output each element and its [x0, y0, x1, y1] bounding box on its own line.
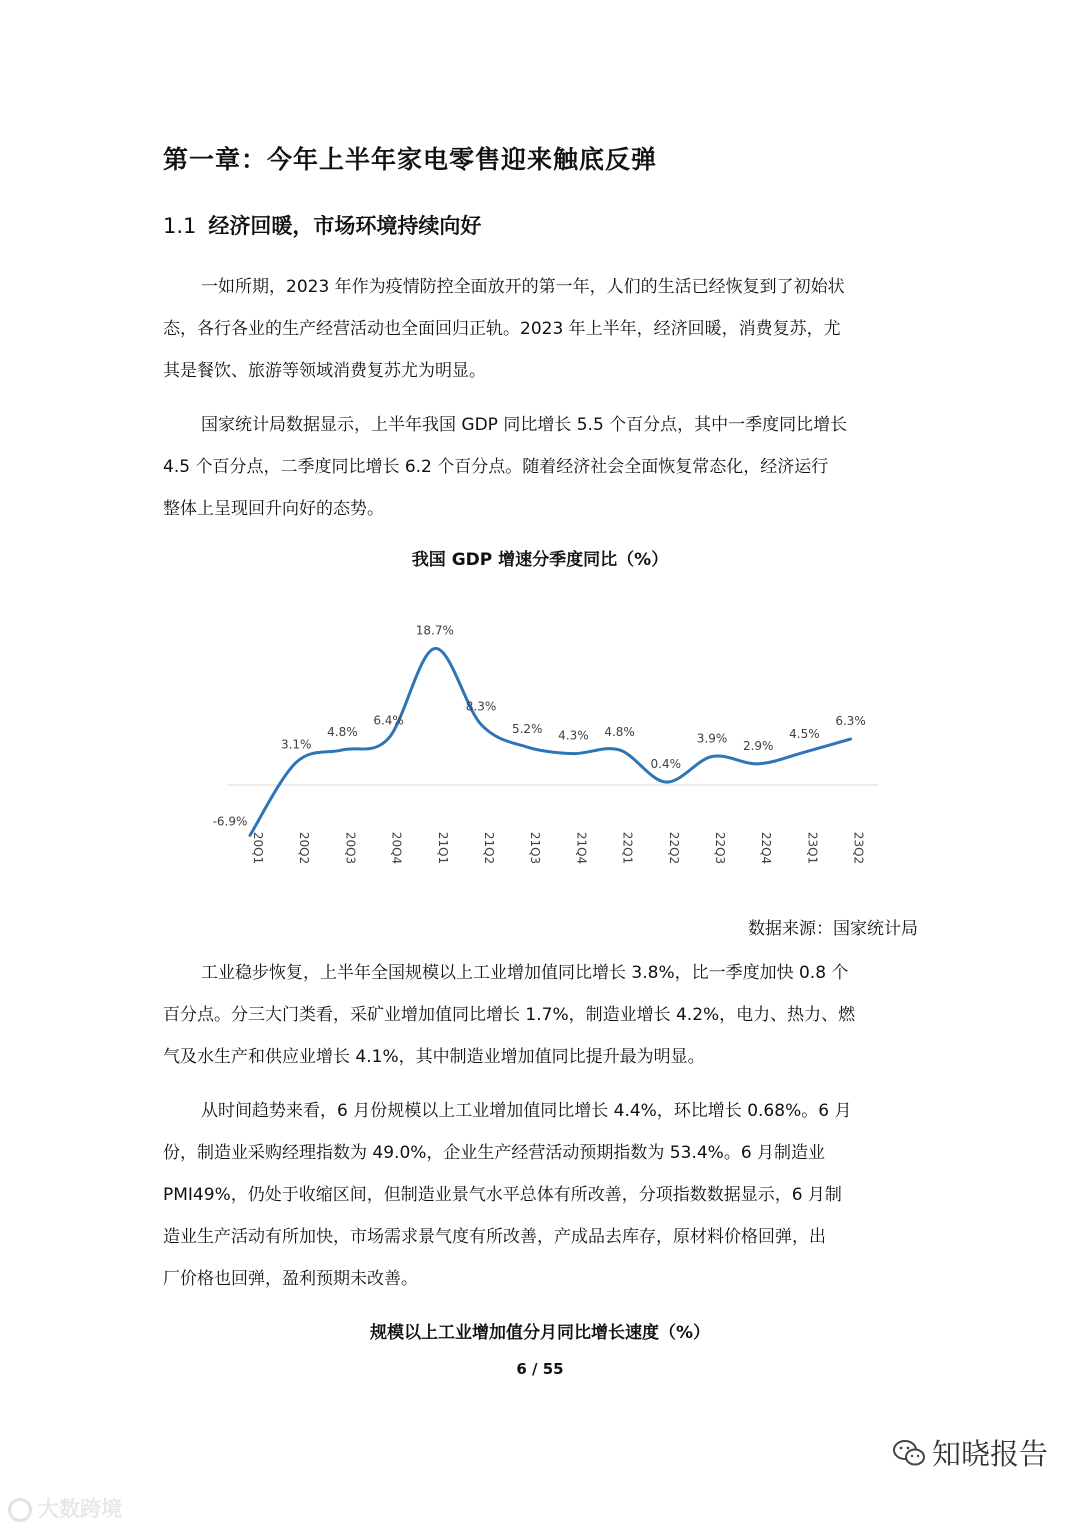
x-tick-label: 21Q3: [528, 831, 543, 865]
x-tick-label: 20Q3: [343, 831, 358, 865]
data-label: 6.4%: [373, 713, 404, 728]
paragraph-line: 工业稳步恢复，上半年全国规模以上工业增加值同比增长 3.8%，比一季度加快 0.8 个: [201, 963, 849, 983]
watermark-left-text: 大数跨境: [38, 1497, 122, 1521]
data-label: -6.9%: [212, 814, 248, 829]
chapter-heading: 第一章：今年上半年家电零售迎来触底反弹: [163, 145, 658, 174]
x-tick-label: 23Q1: [805, 831, 820, 865]
paragraph-2: [163, 404, 918, 530]
data-label: 3.9%: [696, 731, 728, 746]
data-label: 0.4%: [650, 757, 682, 772]
paragraph-4: [163, 1090, 918, 1300]
data-label: 3.1%: [280, 737, 312, 752]
watermark-right: [892, 1432, 1048, 1473]
paragraph-line: 其是餐饮、旅游等领域消费复苏尤为明显。: [163, 361, 486, 381]
watermark-left: [8, 1493, 122, 1523]
paragraph-line: 整体上呈现回升向好的态势。: [163, 499, 384, 519]
paragraph-line: 国家统计局数据显示，上半年我国 GDP 同比增长 5.5 个百分点，其中一季度同比增长: [201, 415, 848, 435]
watermark-ring-icon: [8, 1498, 32, 1522]
x-tick-label: 20Q4: [389, 831, 404, 865]
paragraph-line: 4.5 个百分点，二季度同比增长 6.2 个百分点。随着经济社会全面恢复常态化，经济运行: [163, 457, 829, 477]
section-number: 1.1: [163, 214, 197, 238]
x-tick-label: 21Q4: [574, 831, 589, 865]
x-tick-label: 20Q1: [251, 831, 265, 865]
section-title: 经济回暖，市场环境持续向好: [208, 214, 482, 238]
x-tick-label: 22Q2: [666, 831, 681, 865]
x-tick-label: 22Q1: [620, 831, 635, 865]
x-tick-label: 21Q1: [435, 831, 450, 865]
paragraph-line: 态，各行各业的生产经营活动也全面回归正轨。2023 年上半年，经济回暖，消费复苏，尤: [163, 319, 841, 339]
section-heading: [163, 210, 481, 240]
paragraph-line: 百分点。分三大门类看，采矿业增加值同比增长 1.7%，制造业增长 4.2%，电力、热力、燃: [163, 1005, 856, 1025]
data-label: 4.8%: [604, 724, 635, 739]
watermark-right-text: 知晓报告: [931, 1437, 1048, 1471]
paragraph-3: [163, 952, 918, 1078]
chart2-title: 规模以上工业增加值分月同比增长速度（%）: [369, 1323, 711, 1343]
paragraph-line: 份，制造业采购经理指数为 49.0%，企业生产经营活动预期指数为 53.4%。6 月制造业: [163, 1143, 826, 1163]
data-label: 4.8%: [327, 724, 358, 739]
chart-title: 我国 GDP 增速分季度同比（%）: [411, 550, 669, 570]
paragraph-line: 造业生产活动有所加快，市场需求景气度有所改善，产成品去库存，原材料价格回弹，出: [163, 1227, 826, 1247]
data-label: 8.3%: [465, 699, 497, 714]
x-tick-label: 22Q4: [759, 831, 774, 865]
paragraph-line: 一如所期，2023 年作为疫情防控全面放开的第一年，人们的生活已经恢复到了初始状: [201, 277, 845, 297]
data-label: 18.7%: [415, 623, 454, 638]
data-label: 5.2%: [511, 722, 543, 737]
data-label: 4.5%: [789, 727, 820, 742]
paragraph-line: 厂价格也回弹，盈利预期未改善。: [163, 1269, 418, 1289]
data-source: 数据来源：国家统计局: [748, 919, 918, 939]
page-number: 6 / 55: [516, 1360, 564, 1378]
x-tick-label: 20Q2: [297, 831, 312, 865]
wechat-icon: [892, 1438, 926, 1468]
paragraph-line: 从时间趋势来看，6 月份规模以上工业增加值同比增长 4.4%，环比增长 0.68%。6 月: [201, 1101, 852, 1121]
paragraph-line: 气及水生产和供应业增长 4.1%，其中制造业增加值同比提升最为明显。: [163, 1047, 705, 1067]
x-tick-label: 21Q2: [482, 831, 496, 865]
paragraph-line: PMI49%，仍处于收缩区间，但制造业景气水平总体有所改善，分项指数数据显示，6 月制: [163, 1185, 842, 1205]
paragraph-1: [163, 266, 918, 392]
x-tick-label: 22Q3: [713, 831, 727, 865]
x-tick-label: 23Q2: [851, 831, 866, 865]
data-label: 4.3%: [558, 728, 589, 743]
data-label: 2.9%: [742, 738, 774, 753]
data-label: 6.3%: [835, 714, 866, 729]
gdp-line-chart: [0, 590, 1080, 890]
